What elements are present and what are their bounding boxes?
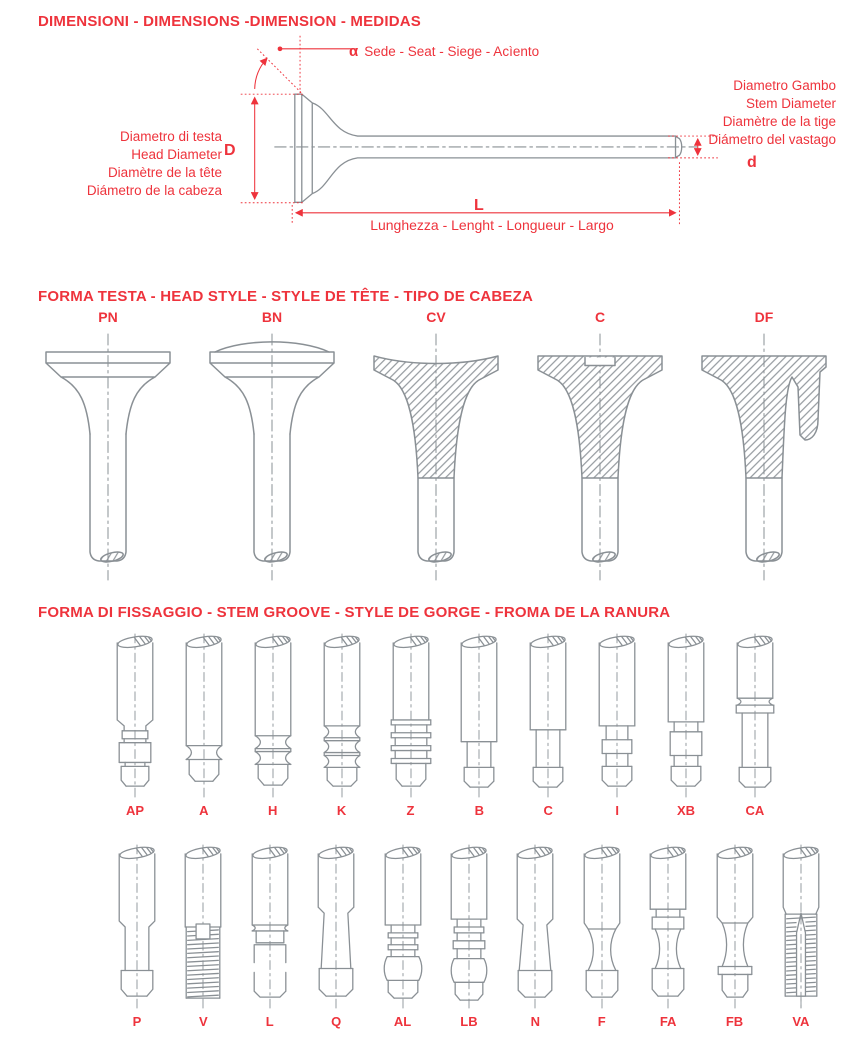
stem-groove-figure — [102, 631, 168, 820]
stem-groove-drawing — [515, 631, 581, 799]
head-style-label: C — [594, 309, 606, 325]
stem-diameter-caption: Diametro Gambo Stem Diameter Diamètre de la tige Diámetro del vastago — [708, 78, 836, 147]
stem-groove-label: K — [336, 803, 347, 818]
stem-groove-figure — [170, 842, 236, 1031]
stem-groove-label: P — [132, 1014, 142, 1029]
stem-groove-drawing — [722, 631, 788, 799]
head-diameter-letter: D — [224, 142, 236, 159]
valve-dimensions-diagram — [0, 34, 860, 266]
stem-groove-label: I — [615, 803, 619, 818]
head-style-figure — [530, 309, 670, 582]
stem-groove-drawing — [502, 842, 568, 1010]
stem-groove-drawing — [171, 631, 237, 799]
stem-groove-label: XB — [676, 803, 696, 818]
stem-groove-label: L — [265, 1014, 274, 1029]
stem-groove-label: Q — [331, 1014, 342, 1029]
head-style-figure — [694, 309, 834, 582]
stem-groove-figure — [237, 842, 303, 1031]
dimensions-section-title: DIMENSIONI - DIMENSIONS -DIMENSION - MEDIDAS — [38, 13, 421, 30]
stem-groove-row-1 — [0, 621, 860, 820]
stem-groove-label: AP — [125, 803, 145, 818]
head-style-figure — [38, 309, 178, 582]
head-style-drawing — [366, 330, 506, 582]
stem-groove-drawing — [240, 631, 306, 799]
head-style-label: CV — [426, 309, 446, 325]
stem-groove-figure — [240, 631, 306, 820]
stem-groove-figure — [104, 842, 170, 1031]
stem-groove-label: A — [199, 803, 209, 818]
stem-groove-drawing — [102, 631, 168, 799]
stem-groove-figure — [303, 842, 369, 1031]
stem-groove-figure — [446, 631, 512, 820]
stem-groove-drawing — [584, 631, 650, 799]
length-caption: Lunghezza - Lenght - Longueur - Largo — [370, 217, 614, 233]
head-style-figure — [366, 309, 506, 582]
stem-groove-figure — [436, 842, 502, 1031]
stem-groove-drawing — [370, 842, 436, 1010]
stem-groove-label: Z — [406, 803, 415, 818]
stem-groove-figure — [653, 631, 719, 820]
stem-groove-label: C — [543, 803, 553, 818]
stem-groove-figure — [702, 842, 768, 1031]
stem-groove-drawing — [635, 842, 701, 1010]
stem-groove-row-2 — [0, 820, 860, 1031]
stem-groove-drawing — [303, 842, 369, 1010]
stem-groove-drawing — [702, 842, 768, 1010]
stem-groove-label: B — [474, 803, 485, 818]
stem-groove-drawing — [436, 842, 502, 1010]
stem-groove-label: V — [199, 1014, 208, 1029]
stem-groove-figure — [768, 842, 834, 1031]
stem-groove-figure — [370, 842, 436, 1031]
stem-groove-figure — [515, 631, 581, 820]
stem-groove-drawing — [768, 842, 834, 1010]
stem-groove-drawing — [170, 842, 236, 1010]
valve-outline — [275, 94, 697, 202]
head-style-row — [0, 305, 860, 582]
stem-groove-section-title: FORMA DI FISSAGGIO - STEM GROOVE - STYLE DE GORGE - FROMA DE LA RANURA — [38, 604, 671, 621]
stem-groove-figure — [309, 631, 375, 820]
head-style-drawing — [38, 330, 178, 582]
head-style-label: BN — [261, 309, 283, 325]
length-letter: L — [474, 197, 484, 214]
stem-groove-label: VA — [792, 1014, 810, 1029]
stem-groove-figure — [502, 842, 568, 1031]
stem-groove-figure — [584, 631, 650, 820]
stem-groove-drawing — [309, 631, 375, 799]
stem-groove-drawing — [446, 631, 512, 799]
stem-groove-figure — [722, 631, 788, 820]
head-style-label: PN — [98, 309, 118, 325]
head-style-label: DF — [754, 309, 774, 325]
stem-groove-figure — [569, 842, 635, 1031]
head-style-drawing — [202, 330, 342, 582]
stem-groove-drawing — [569, 842, 635, 1010]
stem-groove-label: F — [597, 1014, 606, 1029]
stem-groove-drawing — [378, 631, 444, 799]
stem-groove-drawing — [653, 631, 719, 799]
head-style-drawing — [694, 330, 834, 582]
stem-groove-figure — [171, 631, 237, 820]
stem-groove-drawing — [104, 842, 170, 1010]
stem-groove-figure — [635, 842, 701, 1031]
head-style-figure — [202, 309, 342, 582]
stem-groove-label: H — [268, 803, 278, 818]
alpha-symbol: α — [349, 43, 359, 60]
stem-groove-label: AL — [393, 1014, 412, 1029]
stem-groove-drawing — [237, 842, 303, 1010]
stem-groove-label: CA — [745, 803, 765, 818]
stem-groove-label: LB — [460, 1014, 478, 1029]
head-style-section-title: FORMA TESTA - HEAD STYLE - STYLE DE TÊTE - TIPO DE CABEZA — [38, 288, 534, 305]
stem-groove-figure — [378, 631, 444, 820]
seat-angle-label: α Sede - Seat - Siege - Acìento — [349, 43, 540, 60]
stem-groove-label: FA — [659, 1014, 677, 1029]
stem-diameter-letter: d — [747, 154, 757, 171]
stem-groove-label: N — [530, 1014, 541, 1029]
head-diameter-caption: Diametro di testa Head Diameter Diamètre de la tête Diámetro de la cabeza — [86, 129, 222, 198]
stem-groove-label: FB — [725, 1014, 744, 1029]
head-style-drawing — [530, 330, 670, 582]
